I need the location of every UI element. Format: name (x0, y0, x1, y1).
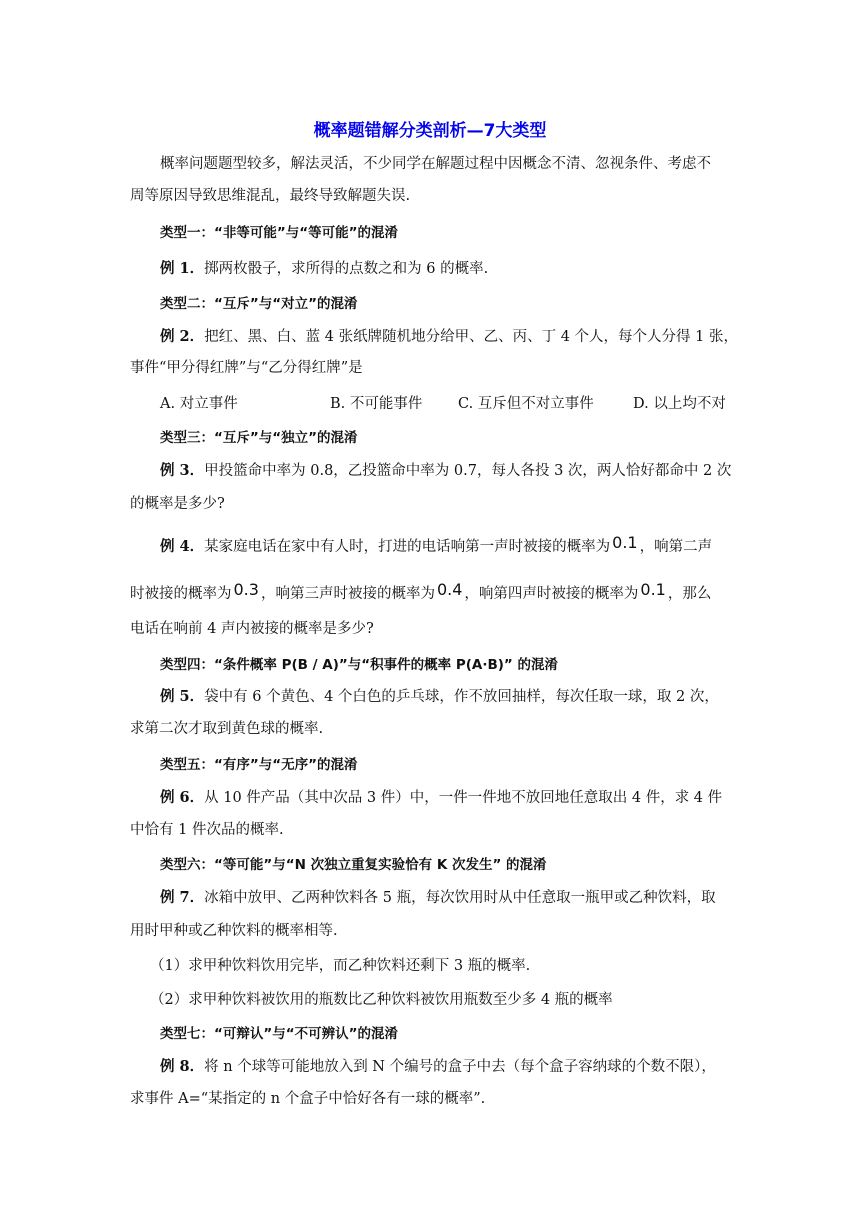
probability-value: 0.4 (436, 580, 463, 599)
example-text: ，那么 (667, 586, 712, 602)
example-5-line-2: 求第二次才取到黄色球的概率. (130, 721, 324, 737)
type1-heading: 类型一：“非等可能”与“等可能”的混淆 (160, 225, 398, 241)
page-title: 概率题错解分类剖析—7大类型 (313, 121, 547, 141)
intro-line-2: 周等原因导致思维混乱，最终导致解题失误. (130, 188, 411, 204)
example-text: 将 n 个球等可能地放入到 N 个编号的盒子中去（每个盒子容纳球的个数不限）， (204, 1059, 716, 1075)
option-d: D. 以上均不对 (633, 396, 726, 412)
example-label: 例 2． (160, 328, 205, 345)
type4-heading: 类型四：“条件概率 P(B / A)”与“积事件的概率 P(A·B)” 的混淆 (160, 657, 558, 673)
example-6-line-2: 中恰有 1 件次品的概率. (130, 822, 284, 838)
example-text: 时被接的概率为 (130, 586, 232, 602)
example-label: 例 7． (160, 889, 205, 906)
example-7-line-2: 用时甲种或乙种饮料的概率相等. (130, 923, 338, 939)
intro-line-1: 概率问题题型较多，解法灵活，不少同学在解题过程中因概念不清、忽视条件、考虑不 (160, 156, 711, 172)
example-text: ，响第二声 (639, 539, 713, 555)
example-text: 某家庭电话在家中有人时，打进的电话响第一声时被接的概率为 (204, 539, 611, 555)
subquestion-2: （2）求甲种饮料被饮用的瓶数比乙种饮料被饮用瓶数至少多 4 瓶的概率 (150, 992, 613, 1008)
example-label: 例 8． (160, 1058, 205, 1075)
example-label: 例 4． (160, 538, 205, 555)
probability-value: 0.1 (640, 580, 666, 599)
example-text: ，响第三声时被接的概率为 (260, 586, 435, 602)
example-text: 袋中有 6 个黄色、4 个白色的乒乓球，作不放回抽样，每次任取一球，取 2 次， (204, 689, 719, 705)
type5-heading: 类型五：“有序”与“无序”的混淆 (160, 757, 358, 773)
option-b: B. 不可能事件 (330, 396, 423, 412)
example-text: 甲投篮命中率为 0.8，乙投篮命中率为 0.7，每人各投 3 次，两人恰好都命中 2 次 (204, 463, 732, 479)
example-3-line-2: 的概率是多少? (130, 496, 225, 512)
example-4-line-2 (130, 580, 712, 604)
probability-value: 0.3 (233, 580, 259, 599)
example-4-line-1 (160, 533, 713, 557)
example-6-line-1 (160, 788, 722, 808)
example-label: 例 1． (160, 260, 205, 277)
example-text: 冰箱中放甲、乙两种饮料各 5 瓶，每次饮用时从中任意取一瓶甲或乙种饮料，取 (204, 890, 716, 906)
example-5-line-1 (160, 687, 719, 707)
example-label: 例 6． (160, 789, 205, 806)
example-label: 例 3． (160, 462, 205, 479)
example-1 (160, 259, 488, 279)
example-2-line-1 (160, 327, 738, 347)
example-8-line-1 (160, 1057, 716, 1077)
example-2-line-2: 事件“甲分得红牌”与“乙分得红牌”是 (130, 360, 363, 376)
option-c: C. 互斥但不对立事件 (458, 396, 594, 412)
answer-options (130, 394, 730, 414)
type6-heading: 类型六：“等可能”与“N 次独立重复实验恰有 K 次发生” 的混淆 (160, 857, 547, 873)
type2-heading: 类型二：“互斥”与“对立”的混淆 (160, 296, 358, 312)
option-a: A. 对立事件 (160, 396, 238, 412)
example-text: ，响第四声时被接的概率为 (464, 586, 639, 602)
example-text: 掷两枚骰子，求所得的点数之和为 6 的概率. (204, 261, 489, 277)
type7-heading: 类型七：“可辩认”与“不可辨认”的混淆 (160, 1026, 398, 1042)
example-label: 例 5． (160, 688, 205, 705)
example-7-line-1 (160, 888, 716, 908)
example-8-line-2: 求事件 A=“某指定的 n 个盒子中恰好各有一球的概率”. (130, 1091, 486, 1107)
example-text: 从 10 件产品（其中次品 3 件）中，一件一件地不放回地任意取出 4 件，求 4 件 (204, 790, 723, 806)
example-text: 把红、黑、白、蓝 4 张纸牌随机地分给甲、乙、丙、丁 4 个人，每个人分得 1 张， (204, 329, 738, 345)
type3-heading: 类型三：“互斥”与“独立”的混淆 (160, 430, 358, 446)
example-4-line-3: 电话在响前 4 声内被接的概率是多少? (130, 621, 374, 637)
subquestion-1: （1）求甲种饮料饮用完毕，而乙种饮料还剩下 3 瓶的概率. (150, 958, 531, 974)
example-3-line-1 (160, 461, 731, 481)
probability-value: 0.1 (612, 533, 638, 552)
